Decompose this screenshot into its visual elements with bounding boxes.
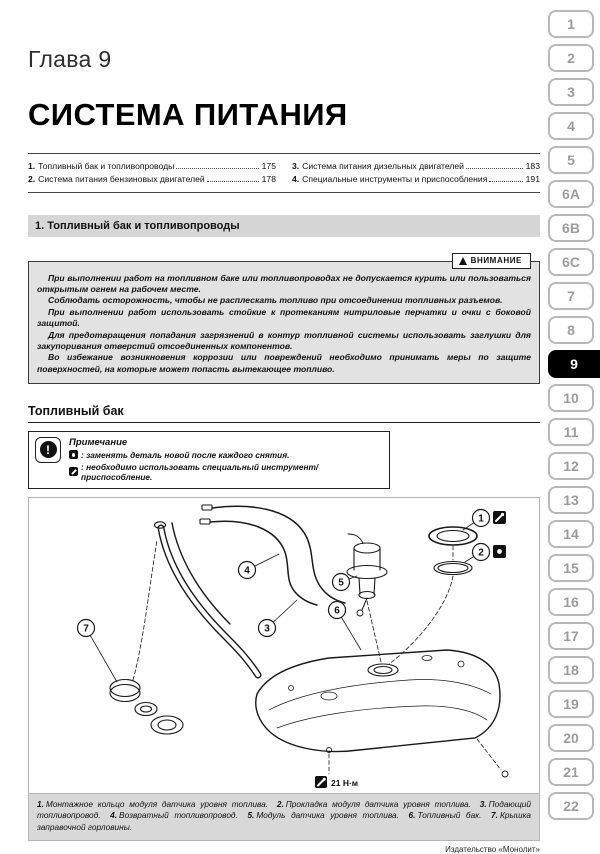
chapter-tab: 6C [548, 248, 594, 276]
page-title: СИСТЕМА ПИТАНИЯ [28, 97, 348, 132]
torque-spec [315, 754, 358, 788]
chapter-tab: 18 [548, 656, 594, 684]
chapter-heading: Глава 9 [28, 46, 112, 72]
toc-item-label: Система питания дизельных двигателей [302, 161, 464, 171]
special-tool-icon [69, 467, 78, 476]
note-box [28, 431, 390, 489]
callout-6: 6 [334, 605, 340, 617]
toc-column-right [292, 160, 540, 186]
chapter-tab: 12 [548, 452, 594, 480]
note-legend-line [69, 450, 381, 460]
chapter-tab: 10 [548, 384, 594, 412]
chapter-tab: 11 [548, 418, 594, 446]
section-header [28, 215, 540, 237]
fuel-hoses [200, 505, 345, 605]
chapter-tab: 19 [548, 690, 594, 718]
callout-1: 1 [478, 513, 484, 525]
note-body [69, 437, 381, 482]
note-exclamation-icon [35, 437, 61, 463]
publisher-footer: Издательство «Монолит» [445, 844, 540, 854]
chapter-tab: 13 [548, 486, 594, 514]
chapter-tab: 3 [548, 78, 594, 106]
warning-paragraph: Во избежание возникновения коррозии или повреждений необходимо принимать меры по защите поверхностей, на которые может попасть вытекающее топливо. [37, 352, 531, 374]
subsection-title: Топливный бак [28, 404, 540, 423]
warning-triangle-icon [459, 257, 467, 265]
torque-value: 21 Н·м [331, 777, 359, 788]
toc-item-number: 3. [292, 161, 300, 171]
legend-text: : необходимо использовать специальный инструмент/приспособление. [81, 461, 319, 482]
figure-caption [29, 793, 539, 840]
warning-paragraph: Соблюдать осторожность, чтобы не расплескать топливо при отсоединении топливных разъемов. [48, 295, 503, 306]
chapter-tab: 6B [548, 214, 594, 242]
toc-item-page: 191 [525, 173, 540, 184]
lock-ring-and-gasket [389, 527, 477, 664]
toc-item [292, 160, 540, 173]
chapter-tab: 6A [548, 180, 594, 208]
toc-dot-leader [207, 174, 259, 182]
warning-paragraph: При выполнении работ на топливном баке или топливопроводах не допускается курить или пользоваться открытым огнем на рабочем месте. [37, 272, 531, 295]
chapter-tab: 21 [548, 758, 594, 786]
caption-part: 6. Топливный бак. [408, 810, 482, 821]
chapter-tab: 2 [548, 44, 594, 72]
toc-column-left [28, 160, 276, 186]
note-title: Примечание [69, 436, 128, 448]
chapter-tab-active: 9 [548, 350, 600, 378]
chapter-tab: 17 [548, 622, 594, 650]
chapter-tab: 20 [548, 724, 594, 752]
chapter-tab: 5 [548, 146, 594, 174]
callout-2: 2 [478, 547, 484, 559]
toc-item [292, 173, 540, 186]
callout-4: 4 [244, 565, 250, 577]
fuel-sender-module [347, 534, 387, 662]
caption-part: 4. Возвратный топливопровод. [110, 810, 238, 821]
callout-5: 5 [338, 577, 344, 589]
warning-paragraph: При выполнении работ использовать стойкие к протеканиям нитриловые перчатки и очки с боковой защитой. [37, 306, 531, 329]
warning-box [28, 255, 540, 384]
toc-item [28, 160, 276, 173]
section-header-label: 1. Топливный бак и топливопроводы [35, 219, 240, 232]
chapter-tab: 4 [548, 112, 594, 140]
toc-item-page: 175 [261, 161, 276, 171]
chapter-tab: 1 [548, 10, 594, 38]
callout-7: 7 [83, 623, 89, 635]
chapter-tab-strip [548, 10, 600, 826]
toc-item [28, 173, 276, 186]
note-legend-line [69, 462, 381, 482]
chapter-tab: 22 [548, 792, 594, 820]
toc-item-page: 183 [525, 161, 540, 171]
chapter-tab: 8 [548, 316, 594, 344]
toc-item-label: Система питания бензиновых двигателей [38, 173, 205, 184]
toc-dot-leader [466, 161, 523, 169]
chapter-tab: 16 [548, 588, 594, 616]
caption-part: 2. Прокладка модуля датчика уровня топлива. [276, 798, 471, 809]
replace-part-icon [69, 450, 78, 459]
chapter-tab: 7 [548, 282, 594, 310]
toc-item-label: Топливный бак и топливопроводы [38, 161, 175, 171]
toc-item-page: 178 [261, 173, 276, 184]
caption-part: 1. Монтажное кольцо модуля датчика уровня топлива. [37, 798, 269, 809]
caption-part: 5. Модуль датчика уровня топлива. [247, 810, 399, 821]
filler-pipe [155, 522, 259, 675]
legend-text: : заменять деталь новой после каждого снятия. [81, 449, 290, 460]
toc-item-number: 2. [28, 173, 36, 184]
page-content [28, 0, 540, 854]
fuel-tank-diagram [29, 498, 539, 793]
toc-item-number: 4. [292, 173, 300, 184]
fuel-tank-body [256, 650, 508, 777]
warning-tag-label: ВНИМАНИЕ [470, 255, 522, 265]
toc-dot-leader [176, 161, 258, 169]
callout-3: 3 [264, 623, 270, 635]
table-of-contents [28, 153, 540, 193]
toc-item-number: 1. [28, 161, 36, 171]
toc-dot-leader [489, 174, 522, 182]
warning-tag [452, 253, 531, 270]
caption-part: 7. Крышка заправочной горловины. [37, 810, 531, 833]
warning-paragraph: Для предотвращения попадания загрязнений в контур топливной системы использовать заглушки для закупоривания отверстий отсоединенных компонентов. [37, 329, 531, 351]
exclamation-glyph: ! [40, 441, 57, 458]
toc-item-label: Специальные инструменты и приспособления [302, 173, 488, 184]
fuel-tank-figure [28, 497, 540, 841]
chapter-tab: 15 [548, 554, 594, 582]
chapter-tab: 14 [548, 520, 594, 548]
caption-part: 3. Подающий топливопровод. [37, 798, 531, 821]
